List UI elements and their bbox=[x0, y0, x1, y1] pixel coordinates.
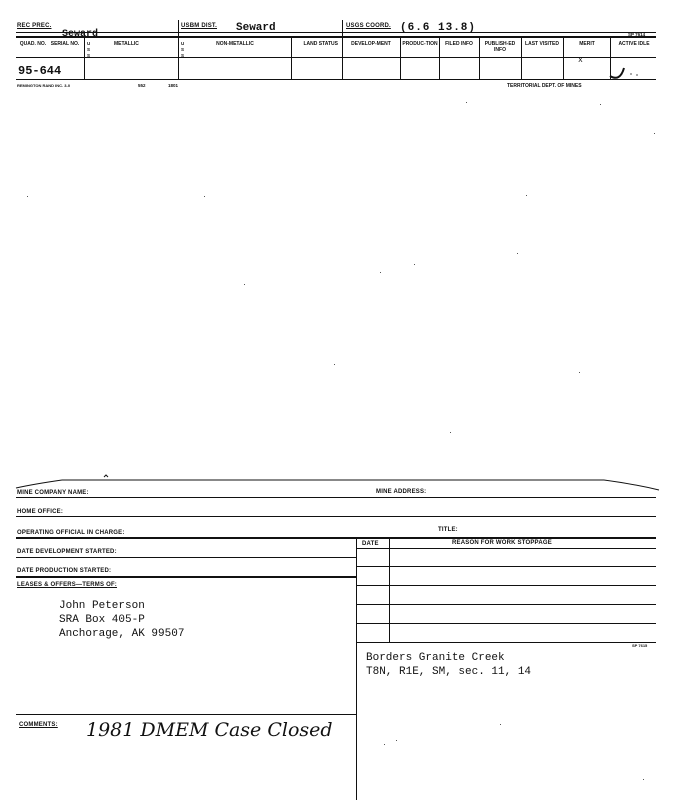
title-label: TITLE: bbox=[438, 527, 458, 533]
usgs-coord-value: (6.6 13.8) bbox=[400, 22, 477, 34]
active-idle-label: ACTIVE IDLE bbox=[618, 41, 650, 47]
merit-label: MERIT bbox=[579, 41, 595, 47]
operating-official-label: OPERATING OFFICIAL IN CHARGE: bbox=[17, 530, 125, 536]
comments-label: COMMENTS: bbox=[19, 722, 58, 728]
card-edge-icon bbox=[14, 470, 664, 496]
non-metallic-label: NON-METALLIC bbox=[216, 41, 254, 47]
leases-label: LEASES & OFFERS—TERMS OF: bbox=[17, 582, 118, 588]
rec-prec-label: REC PREC. bbox=[17, 23, 52, 29]
last-visited-label: LAST VISITED bbox=[525, 41, 559, 47]
location-line-1: Borders Granite Creek bbox=[366, 652, 505, 664]
comments-handwriting: 1981 DMEM Case Closed bbox=[86, 719, 333, 741]
mine-address-label: MINE ADDRESS: bbox=[376, 489, 427, 495]
top-form-code: SP 7614 bbox=[628, 32, 646, 37]
usgs-coord-label: USGS COORD. bbox=[346, 23, 391, 29]
reason-column-label: REASON FOR WORK STOPPAGE bbox=[452, 540, 552, 546]
date-production-label: DATE PRODUCTION STARTED: bbox=[17, 568, 112, 574]
quad-value: 95-644 bbox=[18, 64, 62, 78]
land-status-label: LAND STATUS bbox=[303, 41, 338, 47]
date-column-label: DATE bbox=[362, 541, 379, 547]
non-metallic-row-2: S bbox=[181, 47, 185, 52]
merit-mark: x bbox=[578, 56, 583, 65]
printer-text: REMINGTON RAND INC. 3-0 bbox=[17, 83, 71, 88]
overtype-text: Seward bbox=[62, 29, 99, 40]
leases-line-3: Anchorage, AK 99507 bbox=[59, 628, 185, 640]
development-label: DEVELOP-MENT bbox=[351, 41, 391, 47]
metallic-row-2: S bbox=[87, 47, 91, 52]
metallic-row-3: S bbox=[87, 53, 91, 58]
date-development-label: DATE DEVELOPMENT STARTED: bbox=[17, 549, 117, 555]
metallic-row-1: U bbox=[87, 41, 91, 46]
printer-code-1: 552 bbox=[138, 83, 146, 88]
usbm-dist-label: USBM DIST. bbox=[181, 23, 218, 29]
filed-info-label: FILED INFO bbox=[445, 41, 473, 47]
non-metallic-row-1: U bbox=[181, 41, 185, 46]
usbm-dist-value: Seward bbox=[236, 22, 276, 34]
check-mark-icon bbox=[606, 62, 646, 82]
bottom-form-code: SP 7615 bbox=[632, 643, 648, 648]
production-label: PRODUC-TION bbox=[402, 41, 438, 47]
published-info-label: PUBLISH-ED INFO bbox=[484, 41, 516, 53]
location-line-2: T8N, R1E, SM, sec. 11, 14 bbox=[366, 666, 532, 678]
dept-text: TERRITORIAL DEPT. OF MINES bbox=[507, 83, 582, 89]
home-office-label: HOME OFFICE: bbox=[17, 509, 64, 515]
quad-no-label: QUAD. NO. bbox=[19, 41, 47, 47]
leases-line-1: John Peterson bbox=[59, 600, 145, 612]
serial-no-label: SERIAL NO. bbox=[50, 41, 80, 47]
mine-company-label: MINE COMPANY NAME: bbox=[17, 490, 89, 496]
leases-line-2: SRA Box 405-P bbox=[59, 614, 145, 626]
metallic-label: METALLIC bbox=[114, 41, 139, 47]
non-metallic-row-3: S bbox=[181, 53, 185, 58]
printer-code-2: 1801 bbox=[168, 83, 179, 88]
